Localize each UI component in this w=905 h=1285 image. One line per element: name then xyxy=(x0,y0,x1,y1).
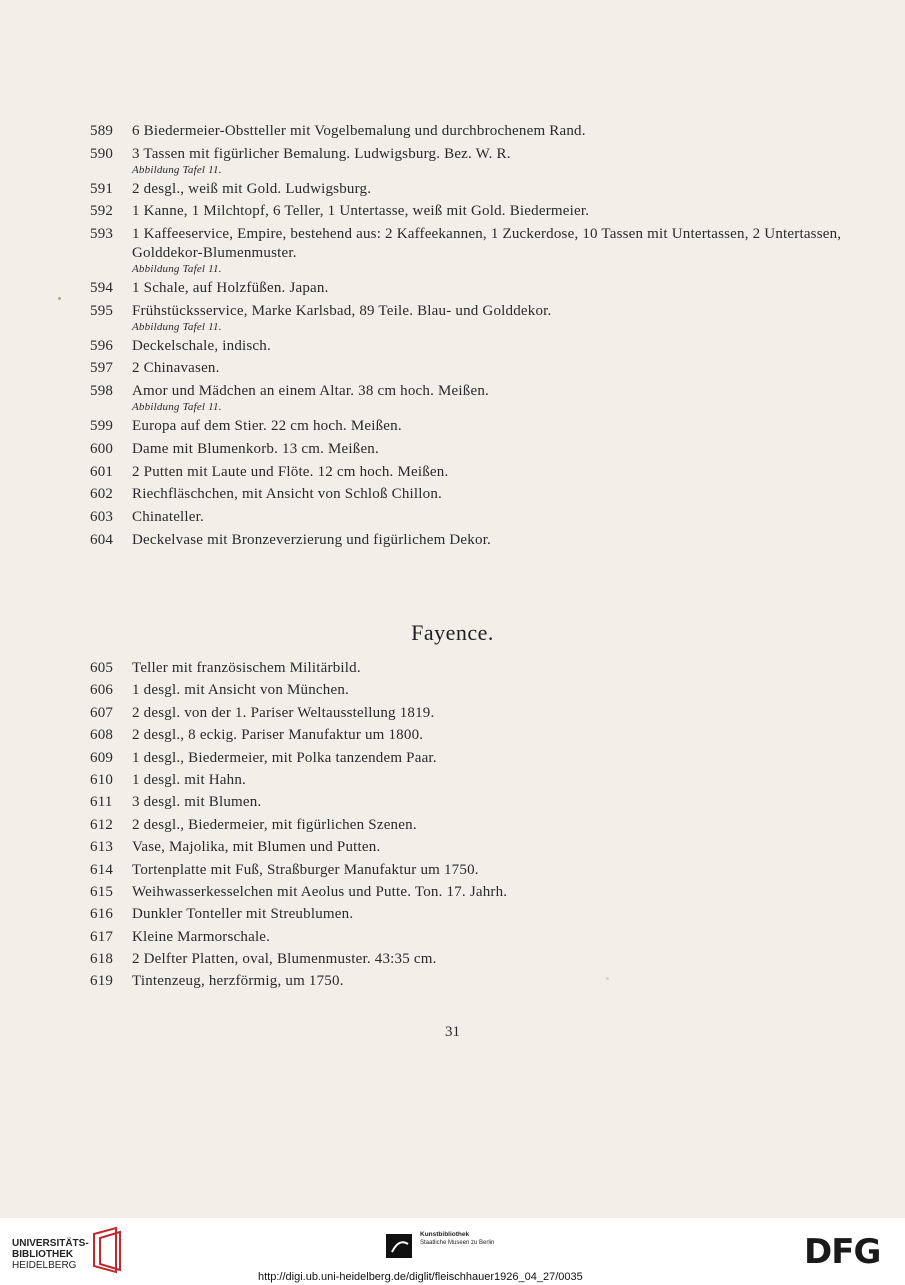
catalog-entries-fayence xyxy=(90,659,850,991)
catalog-entry xyxy=(90,180,850,199)
catalog-entry xyxy=(90,508,850,527)
entry-text: Kleine Marmorschale. xyxy=(132,928,271,945)
entry-text: Riechfläschchen, mit Ansicht von Schloß Chillon. xyxy=(132,486,442,503)
catalog-entry xyxy=(90,726,850,745)
entry-text: 1 desgl. mit Hahn. xyxy=(132,771,247,788)
entry-number: 602 xyxy=(90,486,114,503)
entry-text: 2 desgl., weiß mit Gold. Ludwigsburg. xyxy=(132,180,372,197)
entry-text: 6 Biedermeier-Obstteller mit Vogelbemalung und durchbrochenem Rand. xyxy=(132,123,586,139)
ub-line-2: BIBLIOTHEK xyxy=(12,1249,74,1260)
entry-number: 618 xyxy=(90,951,114,968)
entry-number: 599 xyxy=(90,417,114,434)
entry-text: Amor und Mädchen an einem Altar. 38 cm hoch. Meißen. xyxy=(132,383,489,400)
catalog-entry xyxy=(90,337,850,356)
entry-text: 1 Kanne, 1 Milchtopf, 6 Teller, 1 Untertasse, weiß mit Gold. Biedermeier. xyxy=(132,203,590,220)
entry-text: Frühstücksservice, Marke Karlsbad, 89 Teile. Blau- und Golddekor. xyxy=(132,302,552,319)
entry-number: 616 xyxy=(90,906,114,923)
kb-line-2: Staatliche Museen zu Berlin xyxy=(420,1240,495,1246)
catalog-entry xyxy=(90,485,850,504)
entry-text: Weihwasserkesselchen mit Aeolus und Putte. Ton. 17. Jahrh. xyxy=(132,883,508,900)
catalog-entry xyxy=(90,771,850,790)
entry-text: Tortenplatte mit Fuß, Straßburger Manufaktur um 1750. xyxy=(132,861,479,878)
catalog-entry xyxy=(90,279,850,298)
catalog-entry xyxy=(90,122,850,141)
permalink-url[interactable]: http://digi.ub.uni-heidelberg.de/diglit/fleischhauer1926_04_27/0035 xyxy=(258,1271,583,1283)
entry-number: 614 xyxy=(90,861,114,878)
catalog-entry xyxy=(90,145,850,176)
catalog-entry xyxy=(90,440,850,459)
entry-number: 617 xyxy=(90,928,114,945)
catalog-entry xyxy=(90,417,850,436)
entry-illustration-note: Abbildung Tafel 11. xyxy=(132,401,222,414)
catalog-entry xyxy=(90,659,850,678)
catalog-entries-porcelain xyxy=(90,122,850,550)
ub-heidelberg-text xyxy=(12,1238,89,1271)
entry-text: Chinateller. xyxy=(132,509,204,526)
catalog-entry xyxy=(90,302,850,333)
entry-text: 2 Putten mit Laute und Flöte. 12 cm hoch. Meißen. xyxy=(132,463,449,480)
entry-illustration-note: Abbildung Tafel 11. xyxy=(132,163,222,176)
catalog-entry xyxy=(90,838,850,857)
catalog-entry xyxy=(90,202,850,221)
footer-bar xyxy=(0,1218,905,1285)
entry-text: Tintenzeug, herzförmig, um 1750. xyxy=(132,973,344,990)
catalog-entry xyxy=(90,225,850,275)
catalog-entry xyxy=(90,359,850,378)
kunstbibliothek-text xyxy=(420,1231,494,1247)
entry-text: 3 Tassen mit figürlicher Bemalung. Ludwigsburg. Bez. W. R. xyxy=(132,145,511,162)
entry-text: 1 Kaffeeservice, Empire, bestehend aus: 2 Kaffeekannen, 1 Zuckerdose, 10 Tassen mit Untertassen, 2 Untertassen, Golddekor-Blumenmuster. xyxy=(132,226,842,262)
catalog-entry xyxy=(90,950,850,969)
entry-number: 611 xyxy=(90,794,113,811)
entry-text: 2 desgl., Biedermeier, mit figürlichen Szenen. xyxy=(132,816,417,833)
entry-number: 597 xyxy=(90,360,114,377)
entry-text: 3 desgl. mit Blumen. xyxy=(132,794,262,811)
kb-line-1: Kunstbibliothek xyxy=(420,1231,470,1238)
scan-speck xyxy=(58,297,61,300)
catalog-entry xyxy=(90,816,850,835)
entry-text: Teller mit französischem Militärbild. xyxy=(132,660,361,676)
entry-number: 600 xyxy=(90,440,114,457)
entry-number: 606 xyxy=(90,682,114,699)
page-number: 31 xyxy=(445,1024,460,1040)
entry-text: Vase, Majolika, mit Blumen und Putten. xyxy=(132,839,381,856)
entry-text: Deckelvase mit Bronzeverzierung und figürlichem Dekor. xyxy=(132,531,492,548)
catalog-entry xyxy=(90,905,850,924)
catalog-entry xyxy=(90,681,850,700)
entry-number: 610 xyxy=(90,771,114,788)
catalog-entry xyxy=(90,928,850,947)
entry-number: 594 xyxy=(90,279,114,296)
catalog-entry xyxy=(90,463,850,482)
entry-text: Europa auf dem Stier. 22 cm hoch. Meißen. xyxy=(132,417,402,434)
kunstbibliothek-logo-icon xyxy=(384,1232,414,1260)
catalog-entry xyxy=(90,704,850,723)
entry-number: 613 xyxy=(90,839,114,856)
ub-line-3: HEIDELBERG xyxy=(12,1260,77,1271)
entry-number: 605 xyxy=(90,660,114,676)
catalog-entry xyxy=(90,531,850,550)
entry-text: 1 Schale, auf Holzfüßen. Japan. xyxy=(132,279,329,296)
entry-text: Dunkler Tonteller mit Streublumen. xyxy=(132,906,354,923)
entry-number: 601 xyxy=(90,463,114,480)
ub-logo-icon xyxy=(90,1226,126,1274)
entry-number: 592 xyxy=(90,203,114,220)
catalog-entry xyxy=(90,861,850,880)
entry-number: 612 xyxy=(90,816,114,833)
entry-number: 615 xyxy=(90,883,114,900)
catalog-entry xyxy=(90,883,850,902)
section-heading: Fayence. xyxy=(411,620,494,645)
entry-illustration-note: Abbildung Tafel 11. xyxy=(132,263,222,276)
entry-text: 1 desgl. mit Ansicht von München. xyxy=(132,682,350,699)
entry-text: 2 Chinavasen. xyxy=(132,360,220,377)
entry-illustration-note: Abbildung Tafel 11. xyxy=(132,320,222,333)
entry-number: 607 xyxy=(90,704,114,721)
entry-text: 2 desgl. von der 1. Pariser Weltausstellung 1819. xyxy=(132,704,435,721)
catalog-entry xyxy=(90,382,850,413)
entry-number: 596 xyxy=(90,337,114,354)
entry-number: 604 xyxy=(90,531,114,548)
entry-text: 2 desgl., 8 eckig. Pariser Manufaktur um 1800. xyxy=(132,727,424,744)
catalog-entry xyxy=(90,972,850,991)
dfg-logo: DFG xyxy=(804,1232,881,1272)
entry-number: 603 xyxy=(90,509,114,526)
entry-text: 1 desgl., Biedermeier, mit Polka tanzendem Paar. xyxy=(132,749,437,766)
entry-number: 595 xyxy=(90,302,114,319)
ub-line-1: UNIVERSITÄTS- xyxy=(12,1238,89,1249)
entry-number: 609 xyxy=(90,749,114,766)
entry-number: 608 xyxy=(90,727,114,744)
entry-number: 593 xyxy=(90,226,114,243)
entry-text: 2 Delfter Platten, oval, Blumenmuster. 43:35 cm. xyxy=(132,951,437,968)
entry-number: 619 xyxy=(90,973,114,990)
entry-number: 598 xyxy=(90,383,114,400)
entry-number: 590 xyxy=(90,145,114,162)
entry-text: Dame mit Blumenkorb. 13 cm. Meißen. xyxy=(132,440,379,457)
entry-number: 589 xyxy=(90,123,114,139)
catalog-entry xyxy=(90,749,850,768)
entry-text: Deckelschale, indisch. xyxy=(132,337,271,354)
entry-number: 591 xyxy=(90,180,114,197)
catalog-entry xyxy=(90,793,850,812)
